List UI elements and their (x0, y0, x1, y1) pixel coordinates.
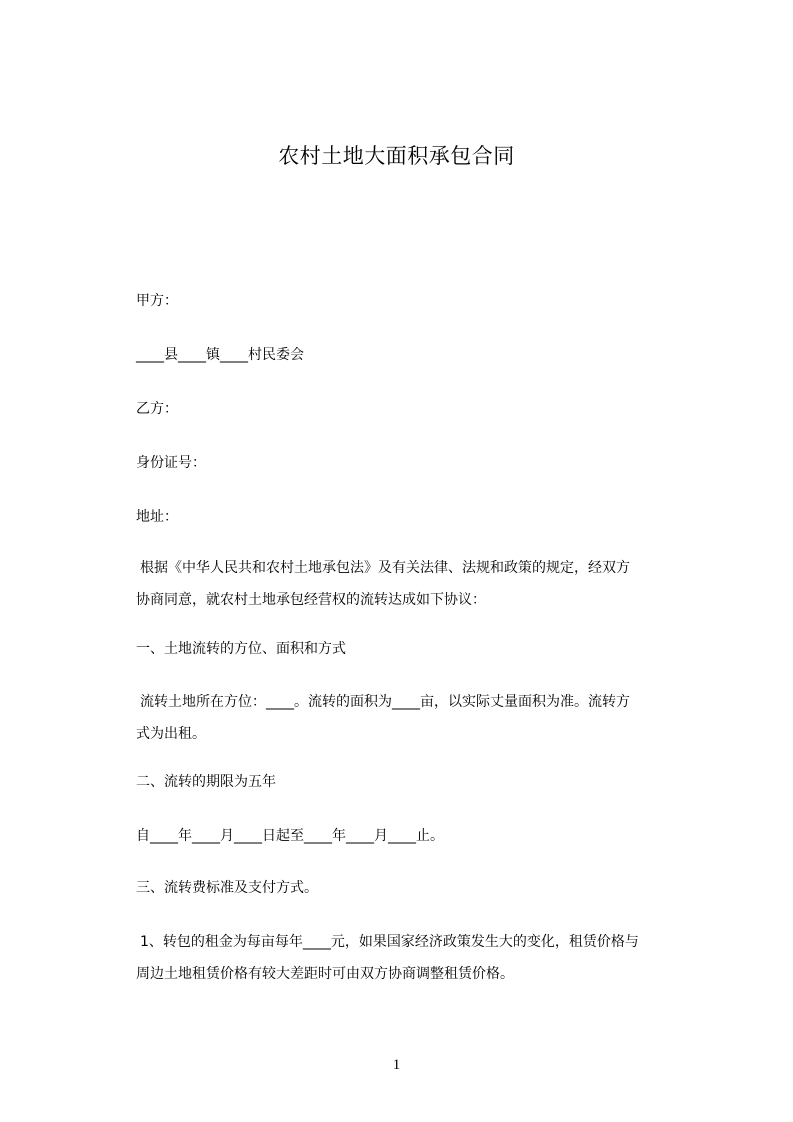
preamble-line-1: 根据《中华人民共和农村土地承包法》及有关法律、法规和政策的规定，经双方 (140, 560, 630, 576)
section-1-heading: 一、土地流转的方位、面积和方式 (136, 641, 346, 657)
party-a-value: ____县____镇____村民委会 (136, 347, 304, 363)
section-3-item-1-line-2: 周边土地租赁价格有较大差距时可由双方协商调整租赁价格。 (136, 966, 514, 982)
section-2-body: 自____年____月____日起至____年____月____止。 (136, 828, 444, 844)
section-2-heading: 二、流转的期限为五年 (136, 774, 276, 790)
section-3-item-1-paragraph (136, 926, 710, 990)
party-a-label: 甲方： (136, 293, 178, 309)
section-1-line-2: 式为出租。 (136, 726, 206, 742)
preamble-paragraph (136, 552, 710, 616)
section-3-item-1-line-1: 1、转包的租金为每亩每年____元，如果国家经济政策发生大的变化，租赁价格与 (140, 934, 639, 950)
section-1-paragraph (136, 686, 710, 750)
address-label: 地址： (136, 509, 178, 525)
section-3-heading: 三、流转费标准及支付方式。 (136, 880, 318, 896)
id-number-label: 身份证号： (136, 455, 206, 471)
page-number: 1 (392, 1057, 401, 1073)
preamble-line-2: 协商同意，就农村土地承包经营权的流转达成如下协议： (136, 592, 486, 608)
section-1-line-1: 流转土地所在方位：____。流转的面积为____亩，以实际丈量面积为准。流转方 (140, 694, 630, 710)
party-b-label: 乙方： (136, 401, 178, 417)
document-title: 农村土地大面积承包合同 (278, 144, 515, 168)
